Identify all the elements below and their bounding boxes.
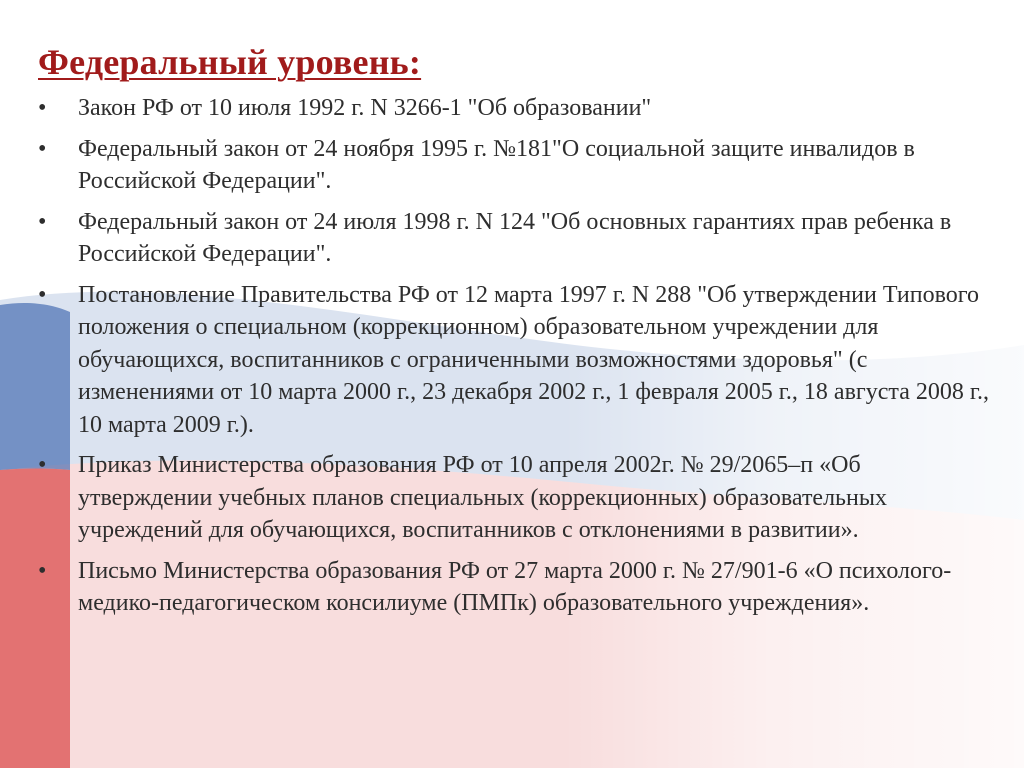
bullet-icon: • xyxy=(38,208,47,235)
list-item xyxy=(38,555,998,620)
list-item xyxy=(38,279,998,442)
bullet-icon: • xyxy=(38,135,47,162)
list-item-text: Постановление Правительства РФ от 12 марта 1997 г. N 288 "Об утверждении Типового положения о специальном (коррекционном) образовательном учреждении для обучающихся, воспитанников с ограниченными возможностями здоровья" (с изменениями от 10 марта 2000 г., 23 декабря 2002 г., 1 февраля 2005 г., 18 августа 2008 г., 10 марта 2009 г.). xyxy=(78,281,989,438)
bullet-icon: • xyxy=(38,95,47,121)
list-item xyxy=(38,206,998,271)
list-item-text: Письмо Министерства образования РФ от 27 марта 2000 г. № 27/901-6 «О психолого-медико-педагогическом консилиуме (ПМПк) образовательного учреждения». xyxy=(78,557,952,616)
list-item xyxy=(38,133,998,198)
list-item-text: Приказ Министерства образования РФ от 10 апреля 2002г. № 29/2065–п «Об утверждении учебных планов специальных (коррекционных) образовательных учреждений для обучающихся, воспитанников с отклонениями в развитии». xyxy=(78,452,887,543)
list-item-text: Федеральный закон от 24 ноября 1995 г. №181"О социальной защите инвалидов в Российской Федерации". xyxy=(78,135,915,194)
slide-title: Федеральный уровень: xyxy=(38,42,422,82)
list-item-text: Закон РФ от 10 июля 1992 г. N 3266-1 "Об образовании" xyxy=(78,95,652,121)
list-item xyxy=(38,449,998,547)
bullet-icon: • xyxy=(38,281,47,308)
bullet-icon: • xyxy=(38,557,47,584)
law-list xyxy=(38,92,998,620)
bullet-icon: • xyxy=(38,452,47,478)
list-item-text: Федеральный закон от 24 июля 1998 г. N 124 "Об основных гарантиях прав ребенка в Российской Федерации". xyxy=(78,208,952,267)
slide-content xyxy=(38,40,998,628)
list-item xyxy=(38,92,998,125)
